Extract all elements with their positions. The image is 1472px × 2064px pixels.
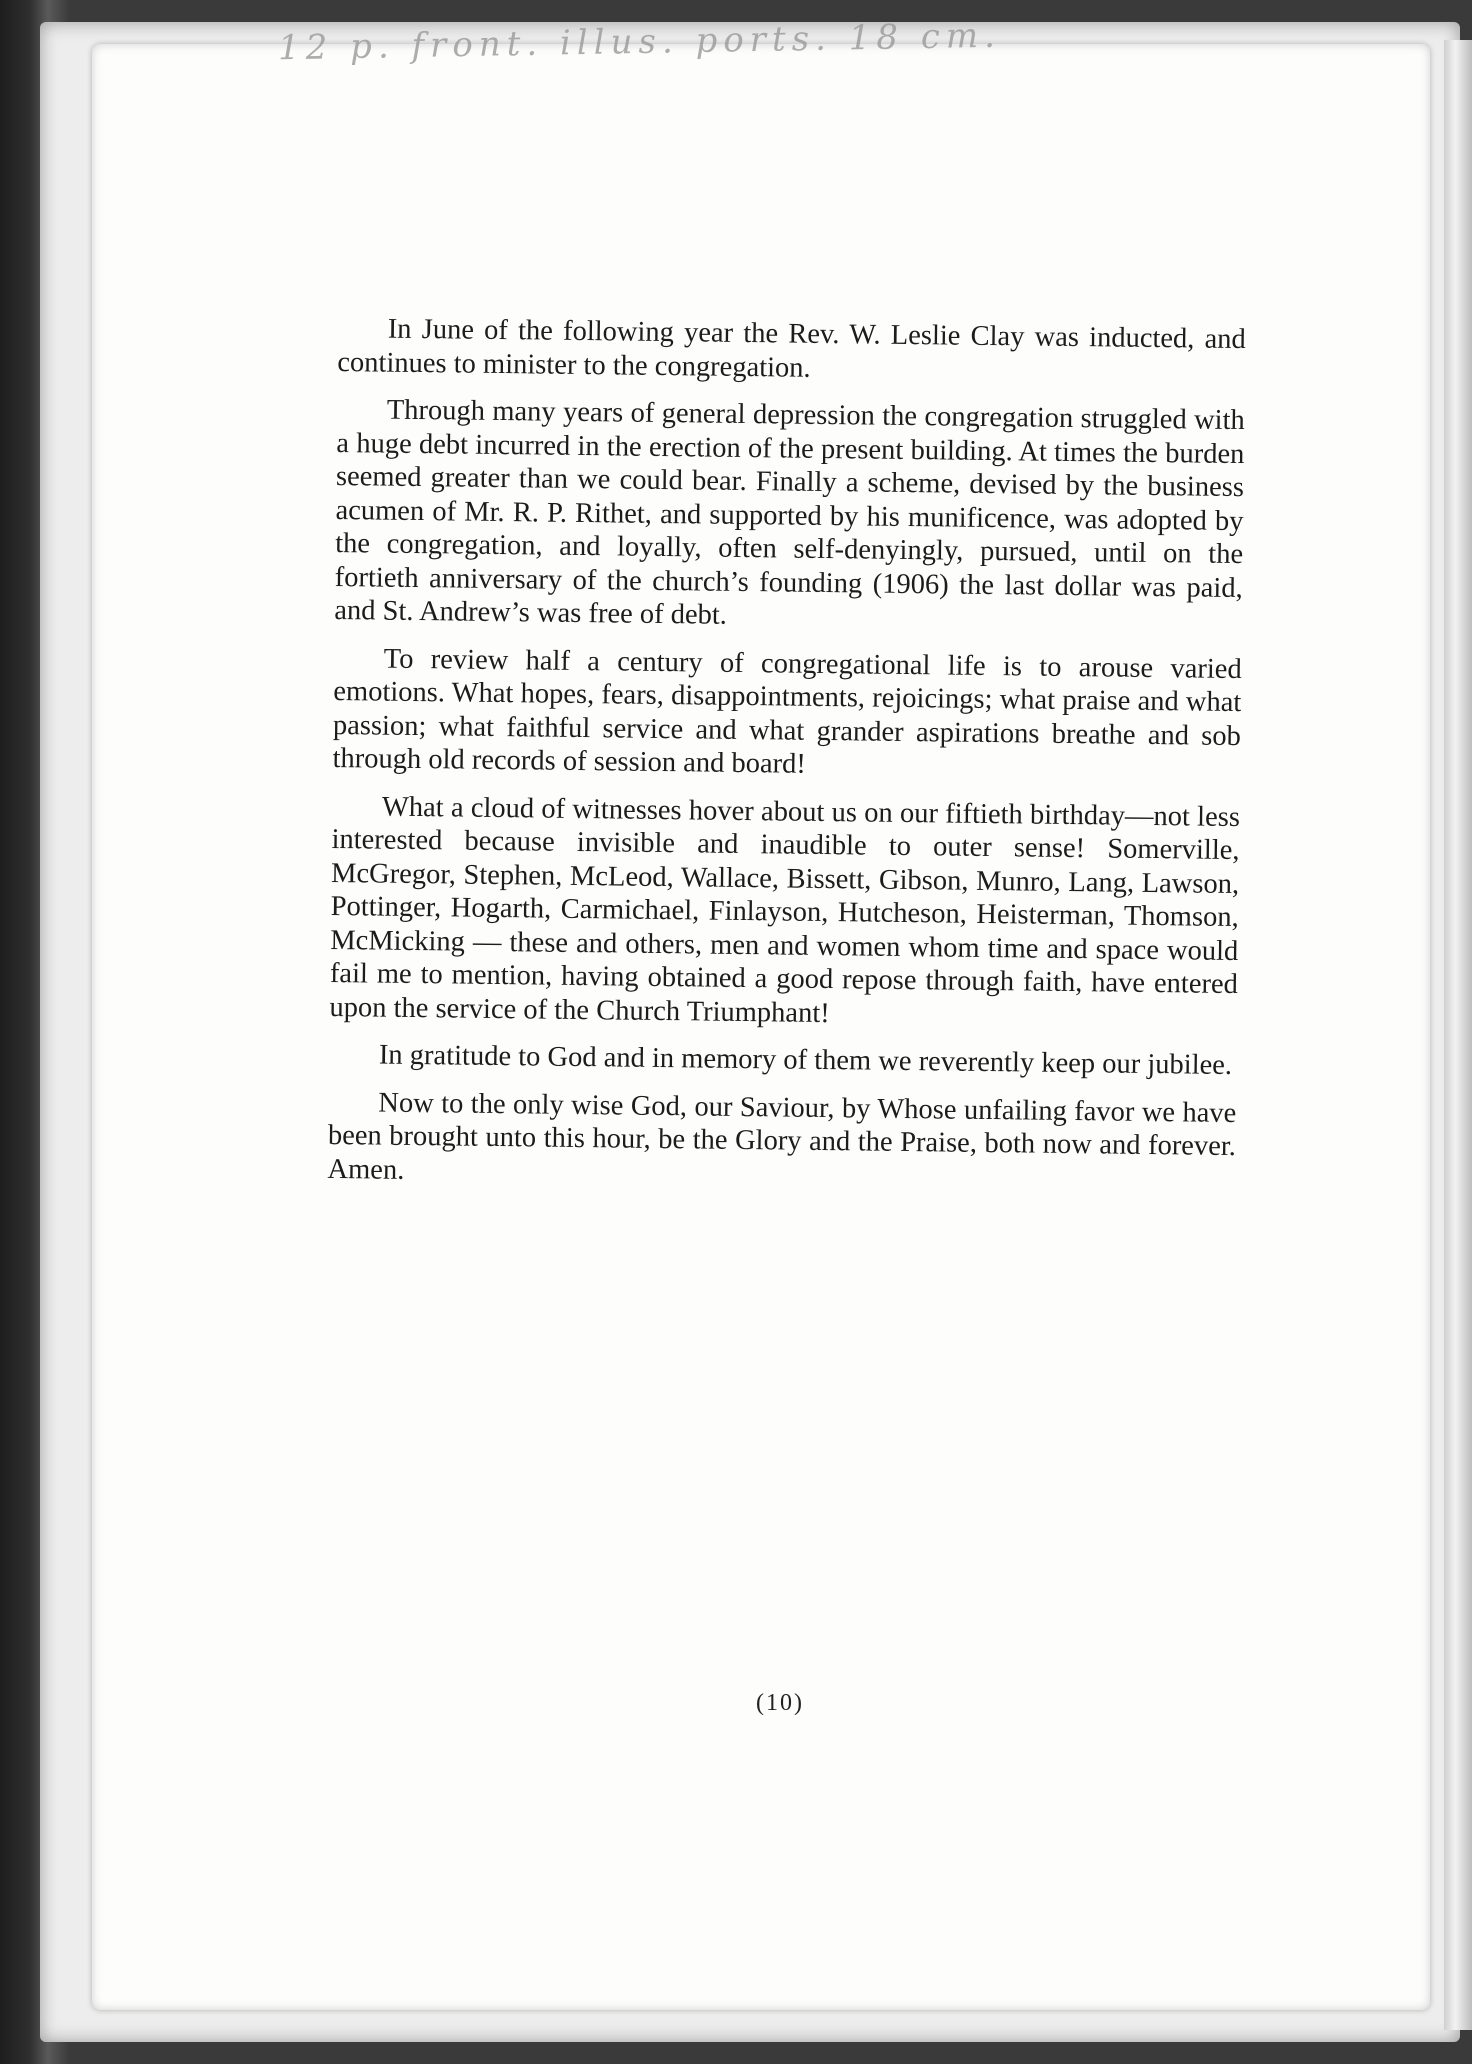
- paragraph-2: Through many years of general depression the congregation struggled with a huge debt incurred in the erection of the present building. At times the burden seemed greater than we could bear. Finally a scheme, devised by the business acumen of Mr. R. P. Rithet, and supported by his munificence, was adopted by the congregation, and loyally, often self-denyingly, pursued, until on the fortieth anniversary of the church’s founding (1906) the last dollar was paid, and St. Andrew’s was free of debt.: [334, 394, 1245, 631]
- paragraph-3: To review half a century of congregational life is to arouse varied emotions. What hopes, fears, disappointments, rejoicings; what praise and what passion; what faithful service and what grander aspirations breathe and sob through old records of session and board!: [332, 643, 1242, 780]
- paragraph-1: In June of the following year the Rev. W. Leslie Clay was inducted, and continues to minister to the congregation.: [337, 313, 1246, 384]
- body-text: [327, 312, 1246, 1211]
- handwritten-note: 12 p. front. illus. ports. 18 cm.: [277, 15, 1002, 69]
- paragraph-5: In gratitude to God and in memory of them we reverently keep our jubilee.: [378, 1039, 1233, 1081]
- page-number: (10): [756, 1690, 804, 1716]
- paragraph-4: What a cloud of witnesses hover about us on our fiftieth birthday—not less interested because invisible and inaudible to outer sense! Somerville, McGregor, Stephen, McLeod, Wallace, Bissett, Gibson, Munro, Lang, Lawson, Pottinger, Hogarth, Carmichael, Finlayson, Hutcheson, Heisterman, Thomson, McMicking — these and others, men and women whom time and space would fail me to mention, having obtained a good repose through faith, have entered upon the service of the Church Triumphant!: [329, 791, 1241, 1029]
- paragraph-6: Now to the only wise God, our Saviour, by Whose unfailing favor we have been brought unto this hour, be the Glory and the Praise, both now and forever. Amen.: [327, 1087, 1237, 1186]
- page-edge: [1444, 40, 1472, 2030]
